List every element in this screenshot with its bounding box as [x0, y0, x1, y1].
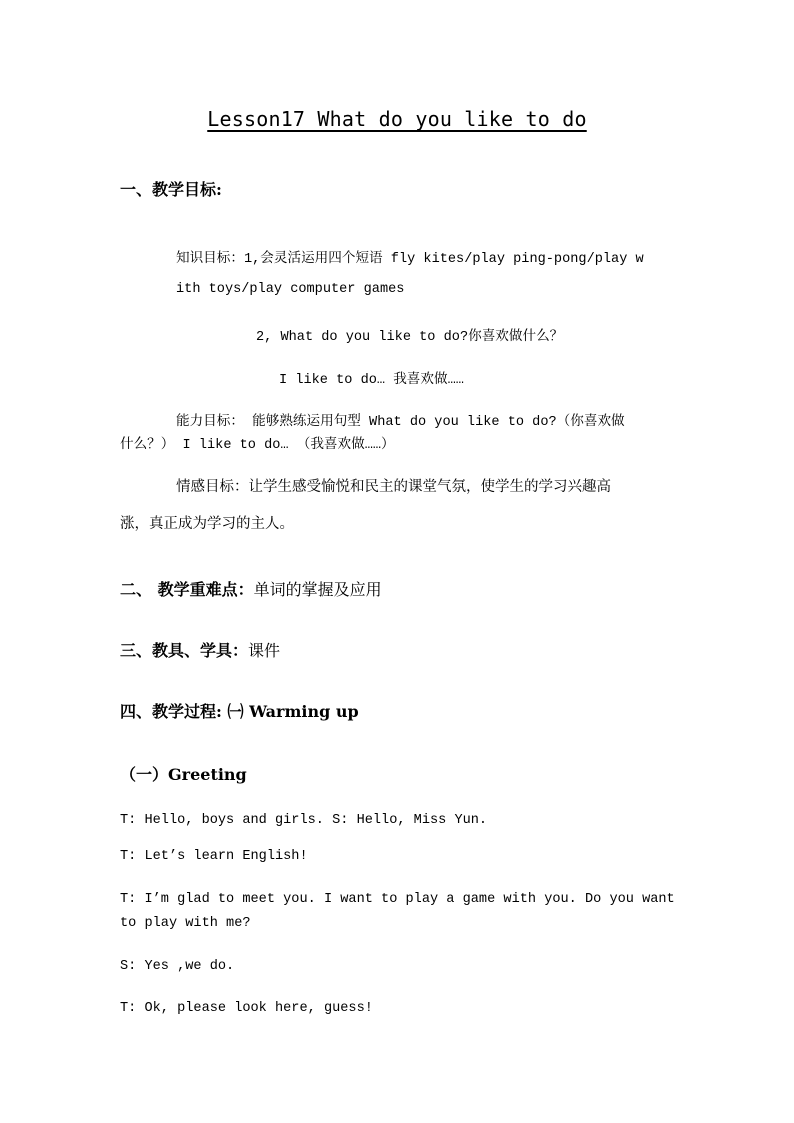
dialogue-line-4: to play with me?: [120, 916, 251, 931]
greeting-subheading: （一）Greeting: [120, 765, 247, 784]
section-1-heading: 一、教学目标:: [120, 180, 222, 199]
ability-goal-line-2: 什么？） I like to do… （我喜欢做……）: [120, 438, 395, 453]
section-2: [120, 577, 382, 600]
section-4-content: ㈠ Warming up: [227, 702, 359, 721]
knowledge-goal-item-2: 2, What do you like to do?你喜欢做什么？: [256, 330, 564, 345]
section-2-heading: 二、 教学重难点：: [120, 580, 254, 599]
dialogue-line-1: T: Hello, boys and girls. S: Hello, Miss Yun.: [120, 813, 488, 828]
section-3: [120, 638, 280, 661]
dialogue-line-2: T: Let’s learn English!: [120, 849, 308, 864]
lesson-title-text: Lesson17 What do you like to do: [207, 107, 587, 131]
section-4: [120, 699, 359, 722]
emotion-goal-line-1: 情感目标：让学生感受愉悦和民主的课堂气氛，使学生的学习兴趣高: [176, 479, 611, 495]
knowledge-goal-line-1: 知识目标：1,会灵活运用四个短语 fly kites/play ping-pong/play w: [176, 252, 644, 267]
dialogue-line-5: S: Yes ,we do.: [120, 959, 235, 974]
emotion-goal-line-2: 涨，真正成为学习的主人。: [120, 516, 294, 532]
knowledge-goal-line-2: ith toys/play computer games: [176, 282, 405, 297]
section-3-content: 课件: [248, 641, 281, 660]
section-4-heading: 四、教学过程:: [120, 702, 222, 721]
section-2-content: 单词的掌握及应用: [253, 580, 382, 599]
lesson-title: [0, 107, 794, 131]
ability-goal-line-1: 能力目标： 能够熟练运用句型 What do you like to do?（你喜欢做: [176, 415, 625, 430]
dialogue-line-3: T: I’m glad to meet you. I want to play a game with you. Do you want: [120, 892, 675, 907]
dialogue-line-6: T: Ok, please look here, guess!: [120, 1001, 373, 1016]
section-3-heading: 三、教具、学具：: [120, 641, 249, 660]
knowledge-goal-item-2-answer: I like to do… 我喜欢做……: [279, 373, 464, 388]
